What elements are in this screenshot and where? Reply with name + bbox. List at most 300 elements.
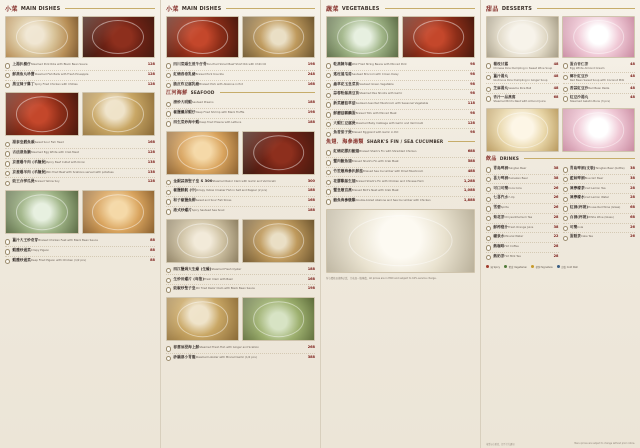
item-list bbox=[326, 148, 475, 206]
dessert-list-right bbox=[563, 61, 636, 105]
item-name-en: Tsingtao Beer (bottle) bbox=[595, 166, 625, 171]
item-price: 128 bbox=[467, 120, 475, 125]
menu-item[interactable] bbox=[563, 73, 636, 85]
item-name-zh: 青島啤酒(支裝) bbox=[569, 166, 596, 171]
item-name-zh: 礦泉水 bbox=[493, 234, 505, 239]
menu-item[interactable] bbox=[166, 61, 315, 71]
item-price: 198 bbox=[307, 286, 315, 291]
item-name-en: Steamed Baby Cabbage with Garlic and Vermicelli bbox=[355, 120, 424, 125]
item-name-zh: 港式炒螺片 bbox=[173, 207, 192, 212]
divider bbox=[448, 141, 475, 142]
menu-item[interactable] bbox=[326, 148, 475, 158]
photo-row bbox=[486, 108, 635, 152]
menu-item[interactable] bbox=[166, 178, 315, 188]
item-name-zh: 四川菜頭生煎牛仔骨 bbox=[173, 62, 207, 67]
item-name-en: Heineken Beer bbox=[508, 175, 528, 180]
dish-photo bbox=[486, 108, 559, 152]
checkbox-icon[interactable] bbox=[486, 255, 491, 260]
item-name-en: Steamed Bird's Nest with Almond Juice bbox=[493, 99, 546, 104]
item-price: 98 bbox=[470, 91, 475, 96]
section-title-zh: 小菜 bbox=[5, 6, 18, 13]
item-name-zh: 菊花茶 bbox=[493, 214, 505, 219]
checkbox-icon[interactable] bbox=[326, 180, 331, 185]
checkbox-icon[interactable] bbox=[326, 170, 331, 175]
checkbox-icon[interactable] bbox=[166, 83, 171, 88]
item-name-en: Spicy Beef Cutlet with Onion bbox=[46, 159, 86, 164]
checkbox-icon[interactable] bbox=[563, 87, 568, 92]
item-name-zh: 西江鹽焗大生蠔 (生蠔) bbox=[173, 266, 212, 271]
checkbox-icon[interactable] bbox=[166, 190, 171, 195]
menu-item[interactable] bbox=[326, 61, 475, 71]
item-price: 22 bbox=[553, 234, 559, 239]
item-name-en: Deep Fried Pigeon with Chicken (1/2 pcs) bbox=[30, 257, 86, 262]
item-price: 48 bbox=[553, 73, 559, 78]
menu-item[interactable] bbox=[563, 94, 636, 105]
checkbox-icon[interactable] bbox=[326, 150, 331, 155]
checkbox-icon[interactable] bbox=[486, 87, 491, 92]
checkbox-icon[interactable] bbox=[326, 63, 331, 68]
item-price: 168 bbox=[307, 276, 315, 281]
checkbox-icon[interactable] bbox=[5, 83, 10, 88]
section-title-en: SEAFOOD bbox=[190, 90, 215, 96]
item-name-en: Tsingtao Beer bbox=[508, 166, 527, 171]
item-price: 28 bbox=[630, 195, 635, 200]
menu-item[interactable] bbox=[166, 119, 315, 128]
item-name-zh: 新菜蘑菇草菇 bbox=[333, 101, 356, 106]
item-price: 198 bbox=[307, 110, 315, 115]
item-name-en: Crispy Yellow Croaker Fish in Salt and Pepper (2 pcs) bbox=[196, 188, 268, 193]
checkbox-icon[interactable] bbox=[563, 187, 568, 192]
menu-item[interactable] bbox=[563, 224, 636, 234]
menu-item[interactable] bbox=[486, 94, 559, 105]
divider bbox=[220, 92, 315, 93]
checkbox-icon[interactable] bbox=[486, 96, 491, 101]
item-price: 48 bbox=[630, 85, 635, 90]
item-name-zh: 薑汁湯丸 bbox=[493, 73, 509, 78]
item-price: 1,088 bbox=[463, 188, 475, 193]
checkbox-icon[interactable] bbox=[5, 259, 10, 264]
menu-item[interactable] bbox=[486, 233, 559, 243]
item-name-en: Spicy Sauteed Sea Snail bbox=[191, 207, 225, 212]
snow-icon bbox=[557, 265, 560, 268]
legend-label: 素食 Vegetarian bbox=[508, 265, 528, 269]
menu-item[interactable] bbox=[326, 197, 475, 206]
item-price: 98 bbox=[470, 81, 475, 86]
checkbox-icon[interactable] bbox=[166, 102, 171, 107]
dish-photo bbox=[242, 131, 315, 175]
item-name-zh: 蟲草花玉皇菜苗 bbox=[333, 81, 360, 86]
checkbox-icon[interactable] bbox=[166, 209, 171, 214]
item-name-en: Steamed Fish Balls with Fresh Pineapple bbox=[34, 71, 89, 76]
item-name-en: Red Bean Sweet Soup with Coconut Milk bbox=[569, 77, 625, 82]
menu-item[interactable] bbox=[326, 110, 475, 120]
section-header-seafood bbox=[166, 89, 315, 96]
checkbox-icon[interactable] bbox=[5, 73, 10, 78]
menu-item[interactable] bbox=[5, 149, 155, 159]
checkbox-icon[interactable] bbox=[563, 167, 568, 172]
item-price: 138 bbox=[147, 169, 155, 174]
checkbox-icon[interactable] bbox=[166, 121, 171, 126]
checkbox-icon[interactable] bbox=[326, 112, 331, 117]
checkbox-icon[interactable] bbox=[326, 122, 331, 127]
menu-item[interactable] bbox=[486, 224, 559, 234]
item-list bbox=[166, 266, 315, 294]
drinks-list-right bbox=[563, 165, 636, 262]
legend-label: 辣 Spicy bbox=[490, 265, 501, 269]
menu-item[interactable] bbox=[326, 158, 475, 168]
menu-item[interactable] bbox=[5, 257, 155, 266]
menu-item[interactable] bbox=[166, 275, 315, 285]
spicy-icon bbox=[486, 265, 489, 268]
item-name-en: Crispy Pigeon bbox=[30, 247, 50, 252]
menu-item[interactable] bbox=[166, 81, 315, 90]
item-name-en: Iced Lemon Tea bbox=[584, 185, 606, 190]
menu-item[interactable] bbox=[563, 204, 636, 214]
item-price: 26 bbox=[553, 195, 559, 200]
menu-item[interactable] bbox=[5, 159, 155, 169]
item-price: 38 bbox=[630, 175, 635, 180]
item-name-en: Steamed Razor Clam with Garlic and Vermicelli bbox=[212, 178, 276, 183]
item-name-en: Hot Milk Tea bbox=[504, 253, 521, 258]
legend-item-cold bbox=[557, 265, 578, 269]
item-name-zh: 蛋糕茶 bbox=[569, 234, 581, 239]
item-name-zh: 脆皮炸豆腐乳豬 bbox=[173, 81, 200, 86]
menu-item[interactable] bbox=[486, 214, 559, 224]
item-price: 488 bbox=[467, 168, 475, 173]
menu-item[interactable] bbox=[486, 175, 559, 185]
item-list bbox=[5, 61, 155, 89]
item-name-en: Deep fried Prawns with Lettuce bbox=[199, 119, 242, 124]
item-name-en: Sauteed Broccoli with Crown Daisy bbox=[351, 71, 399, 76]
item-name-en: Sweet and Sour Fish Slices bbox=[195, 198, 232, 203]
checkbox-icon[interactable] bbox=[563, 75, 568, 80]
item-price: 138 bbox=[147, 159, 155, 164]
item-name-zh: 花膠雞絲生翅 bbox=[333, 178, 356, 183]
checkbox-icon[interactable] bbox=[326, 160, 331, 165]
checkbox-icon[interactable] bbox=[5, 63, 10, 68]
checkbox-icon[interactable] bbox=[326, 73, 331, 78]
item-price: 38 bbox=[553, 166, 559, 171]
item-name-en: Steamed Fresh Oyster bbox=[211, 266, 242, 271]
checkbox-icon[interactable] bbox=[166, 199, 171, 204]
item-price: 28 bbox=[630, 185, 635, 190]
item-name-zh: 蛋白杏仁茶 bbox=[569, 62, 589, 67]
menu-item[interactable] bbox=[326, 81, 475, 91]
item-name-en: Fresh Clam with Basil bbox=[204, 276, 233, 281]
menu-item[interactable] bbox=[166, 207, 315, 216]
checkbox-icon[interactable] bbox=[326, 83, 331, 88]
item-price: 588 bbox=[467, 158, 475, 163]
checkbox-icon[interactable] bbox=[5, 249, 10, 254]
menu-item[interactable] bbox=[563, 61, 636, 73]
checkbox-icon[interactable] bbox=[166, 63, 171, 68]
menu-item[interactable] bbox=[486, 165, 559, 175]
divider bbox=[226, 8, 315, 9]
menu-item[interactable] bbox=[5, 139, 155, 149]
checkbox-icon[interactable] bbox=[326, 93, 331, 98]
checkbox-icon[interactable] bbox=[5, 161, 10, 166]
item-name-zh: 金銀蒜蒸聖子皇 S 300 bbox=[173, 178, 213, 183]
section-title-en: DRINKS bbox=[499, 155, 520, 161]
item-name-en: Steamed Egg White with Crab Meat bbox=[30, 150, 79, 155]
checkbox-icon[interactable] bbox=[563, 236, 568, 241]
checkbox-icon[interactable] bbox=[326, 189, 331, 194]
item-name-en: Sauteed Green Vegetable bbox=[359, 81, 394, 86]
item-name-en: Double-boiled Abalone and Sea Cucumber with Chicken bbox=[355, 198, 431, 203]
checkbox-icon[interactable] bbox=[486, 236, 491, 241]
menu-item[interactable] bbox=[486, 73, 559, 85]
item-name-zh: 青島啤酒 bbox=[493, 166, 509, 171]
checkbox-icon[interactable] bbox=[486, 197, 491, 202]
menu-item[interactable] bbox=[326, 100, 475, 110]
item-price: 88 bbox=[150, 238, 155, 243]
checkbox-icon[interactable] bbox=[326, 132, 331, 137]
dish-photo bbox=[402, 16, 475, 58]
menu-item[interactable] bbox=[486, 243, 559, 253]
item-price: 188 bbox=[307, 119, 315, 124]
divider bbox=[385, 8, 475, 9]
item-price: 28 bbox=[553, 244, 559, 249]
item-name-zh: 豉王合掌瓜煲 bbox=[12, 179, 35, 184]
item-name-en: Steamed Lobster with Minced Garlic (1/2 pcs) bbox=[195, 354, 257, 359]
section-title-en: DESSERTS bbox=[501, 5, 533, 12]
item-name-zh: 鮑魚海參燉雞 bbox=[333, 198, 356, 203]
section-title-zh: 蔬菜 bbox=[326, 6, 339, 13]
item-name-en: Braised Tofu with Minced Meat bbox=[355, 110, 397, 115]
checkbox-icon[interactable] bbox=[5, 171, 10, 176]
checkbox-icon[interactable] bbox=[486, 177, 491, 182]
checkbox-icon[interactable] bbox=[563, 177, 568, 182]
menu-item[interactable] bbox=[326, 187, 475, 197]
menu-item[interactable] bbox=[563, 84, 636, 94]
checkbox-icon[interactable] bbox=[5, 181, 10, 186]
menu-item[interactable] bbox=[563, 165, 636, 175]
item-name-zh: 瑤柱浦瓜甫 bbox=[333, 71, 352, 76]
section-title-en: SHARK'S FIN / SEA CUCUMBER bbox=[366, 139, 444, 145]
item-name-zh: 椒鹽鮮魷 (中) bbox=[173, 188, 197, 193]
section-title-zh: 江河海鮮 bbox=[166, 90, 188, 97]
checkbox-icon[interactable] bbox=[486, 245, 491, 250]
legend-item-spicy bbox=[486, 265, 500, 269]
checkbox-icon[interactable] bbox=[563, 197, 568, 202]
item-list bbox=[166, 61, 315, 89]
item-name-en: Sauteed Prawns bbox=[191, 100, 214, 105]
item-price: 68 bbox=[553, 95, 559, 100]
item-name-en: Red Bean Paste bbox=[588, 85, 610, 90]
menu-item[interactable] bbox=[563, 175, 636, 185]
menu-item[interactable] bbox=[486, 204, 559, 214]
dish-photo bbox=[166, 131, 239, 175]
menu-item[interactable] bbox=[563, 233, 636, 242]
item-name-en: Coca Cola bbox=[508, 185, 522, 190]
item-name-zh: 可口可樂 bbox=[493, 185, 509, 190]
item-price: 38 bbox=[553, 175, 559, 180]
menu-item[interactable] bbox=[326, 120, 475, 130]
section-title-en: MAIN DISHES bbox=[20, 5, 61, 12]
item-name-en: Sweet Sour Fish Head bbox=[34, 140, 64, 145]
menu-item[interactable] bbox=[5, 169, 155, 179]
checkbox-icon[interactable] bbox=[326, 102, 331, 107]
menu-item[interactable] bbox=[486, 253, 559, 262]
checkbox-icon[interactable] bbox=[486, 167, 491, 172]
checkbox-icon[interactable] bbox=[486, 187, 491, 192]
section-title-en: MAIN DISHES bbox=[181, 5, 222, 12]
item-name-en: Iced Lemon Water bbox=[584, 195, 610, 200]
menu-item[interactable] bbox=[326, 177, 475, 187]
item-name-en: Braised Shark's Fin with Chicken and Chinese Ham bbox=[355, 178, 424, 183]
dish-photo bbox=[242, 219, 315, 263]
menu-item[interactable] bbox=[5, 237, 155, 247]
legend-label: 招牌 Signature bbox=[535, 265, 553, 269]
checkbox-icon[interactable] bbox=[486, 216, 491, 221]
checkbox-icon[interactable] bbox=[486, 226, 491, 231]
checkbox-icon[interactable] bbox=[5, 239, 10, 244]
item-name-zh: 紅豆沙湯丸 bbox=[569, 95, 589, 100]
menu-item[interactable] bbox=[166, 285, 315, 294]
menu-item[interactable] bbox=[5, 71, 155, 81]
checkbox-icon[interactable] bbox=[563, 226, 568, 231]
item-list bbox=[5, 139, 155, 187]
item-price: 188 bbox=[307, 100, 315, 105]
item-name-zh: 熱咖啡 bbox=[493, 244, 505, 249]
menu-item[interactable] bbox=[563, 184, 636, 194]
checkbox-icon[interactable] bbox=[166, 268, 171, 273]
checkbox-icon[interactable] bbox=[563, 63, 568, 68]
item-price: 68 bbox=[630, 205, 635, 210]
section-header-sharks-fin bbox=[326, 138, 475, 145]
item-name-zh: 京蔥爆牛肉 (羊腩煲) bbox=[12, 159, 47, 164]
item-price: 28 bbox=[553, 214, 559, 219]
menu-item[interactable] bbox=[166, 344, 315, 354]
item-name-zh: 湯泰皇鱈魚頭 bbox=[12, 140, 35, 145]
checkbox-icon[interactable] bbox=[486, 75, 491, 80]
item-list bbox=[166, 99, 315, 127]
leaf-icon bbox=[504, 265, 507, 268]
checkbox-icon[interactable] bbox=[5, 142, 10, 147]
menu-column-1 bbox=[0, 0, 160, 448]
menu-item[interactable] bbox=[326, 71, 475, 81]
menu-item[interactable] bbox=[326, 90, 475, 100]
item-name-zh: 椰汁紅豆沙 bbox=[569, 73, 589, 78]
checkbox-icon[interactable] bbox=[563, 216, 568, 221]
photo-row bbox=[166, 297, 315, 341]
item-name-en: Braised Sea Cucumber with Dried Mushroom bbox=[362, 168, 424, 173]
item-price: 188 bbox=[307, 266, 315, 271]
menu-item[interactable] bbox=[5, 178, 155, 187]
item-name-zh: 杏汁一品燕窩 bbox=[493, 95, 516, 100]
checkbox-icon[interactable] bbox=[166, 180, 171, 185]
section-header-vegetables bbox=[326, 4, 475, 13]
item-name-en: Sauteed Assorted Mushroom with Seasonal Vegetable bbox=[355, 101, 429, 106]
menu-item[interactable] bbox=[486, 61, 559, 73]
menu-item[interactable] bbox=[166, 266, 315, 276]
item-price: 128 bbox=[147, 71, 155, 76]
item-price: 128 bbox=[147, 150, 155, 155]
item-price: 198 bbox=[307, 62, 315, 67]
item-name-en: White Wine (Glass) bbox=[588, 214, 614, 219]
item-name-en: Cake Tea bbox=[580, 234, 593, 239]
item-name-zh: 豉椒炒聖子皇 bbox=[173, 286, 196, 291]
photo-row bbox=[166, 131, 315, 175]
section-title-zh: 飲品 bbox=[486, 155, 497, 162]
item-price: 98 bbox=[470, 71, 475, 76]
menu-item[interactable] bbox=[326, 129, 475, 138]
item-name-en: Blue Girl Beer bbox=[584, 175, 604, 180]
item-name-en: 7-Up bbox=[508, 195, 515, 200]
checkbox-icon[interactable] bbox=[563, 96, 568, 101]
menu-item[interactable] bbox=[166, 99, 315, 109]
item-name-zh: 香蒜紅豆沙 bbox=[569, 85, 589, 90]
legend-item-signature bbox=[531, 265, 553, 269]
menu-item[interactable] bbox=[5, 81, 155, 90]
item-name-zh: 竹笙燉海參扒鮮菇 bbox=[333, 168, 363, 173]
divider bbox=[524, 158, 635, 159]
menu-item[interactable] bbox=[486, 184, 559, 194]
item-name-zh: 乾蒸陳年蘿 bbox=[333, 62, 352, 67]
item-name-zh: 蝦醬炒通菜 bbox=[12, 257, 31, 262]
checkbox-icon[interactable] bbox=[166, 73, 171, 78]
photo-row bbox=[326, 16, 475, 58]
drinks-columns bbox=[486, 165, 635, 262]
menu-item[interactable] bbox=[166, 354, 315, 363]
item-name-en: Braised Yellow Soy bbox=[34, 179, 60, 184]
checkbox-icon[interactable] bbox=[166, 346, 171, 351]
menu-item[interactable] bbox=[563, 214, 636, 224]
checkbox-icon[interactable] bbox=[5, 151, 10, 156]
checkbox-icon[interactable] bbox=[166, 278, 171, 283]
photo-row bbox=[5, 92, 155, 136]
menu-item[interactable] bbox=[5, 247, 155, 257]
item-name-zh: 黑豆辣子雞丁 bbox=[12, 81, 35, 86]
item-price: 128 bbox=[147, 62, 155, 67]
checkbox-icon[interactable] bbox=[166, 287, 171, 292]
menu-item[interactable] bbox=[326, 168, 475, 178]
menu-item[interactable] bbox=[486, 194, 559, 204]
item-name-zh: 雪碧 bbox=[493, 205, 501, 210]
menu-item[interactable] bbox=[563, 194, 636, 204]
checkbox-icon[interactable] bbox=[486, 206, 491, 211]
checkbox-icon[interactable] bbox=[326, 199, 331, 204]
item-name-en: Stir-fried Beef with Scallions served with potatoes bbox=[46, 169, 114, 174]
page-footer bbox=[486, 442, 635, 446]
checkbox-icon[interactable] bbox=[166, 111, 171, 116]
item-name-zh: 蒜蓉粉絲蒸豆苗 bbox=[333, 91, 360, 96]
item-price: 38 bbox=[630, 166, 635, 171]
menu-item[interactable] bbox=[486, 84, 559, 94]
menu-item[interactable] bbox=[166, 187, 315, 197]
item-list bbox=[5, 237, 155, 265]
photo-row bbox=[5, 190, 155, 234]
item-price: 48 bbox=[630, 62, 635, 67]
menu-item[interactable] bbox=[166, 109, 315, 119]
menu-item[interactable] bbox=[5, 61, 155, 71]
section-header-main-dishes-1 bbox=[5, 4, 155, 13]
item-name-zh: 可樂 bbox=[569, 224, 578, 229]
dish-photo bbox=[82, 92, 156, 136]
checkbox-icon[interactable] bbox=[563, 206, 568, 211]
dish-photo bbox=[562, 108, 635, 152]
dish-photo bbox=[562, 16, 635, 58]
item-name-zh: 白酒(杯裝) bbox=[569, 214, 589, 219]
section-title-zh: 甜品 bbox=[486, 6, 499, 13]
checkbox-icon[interactable] bbox=[486, 63, 491, 68]
item-name-en: Mineral Water bbox=[504, 234, 524, 239]
item-name-zh: 生炒田螺片 (每隻) bbox=[173, 276, 205, 281]
checkbox-icon[interactable] bbox=[166, 356, 171, 361]
menu-item[interactable] bbox=[166, 197, 315, 207]
menu-item[interactable] bbox=[166, 71, 315, 81]
section-title-zh: 小菜 bbox=[166, 6, 179, 13]
